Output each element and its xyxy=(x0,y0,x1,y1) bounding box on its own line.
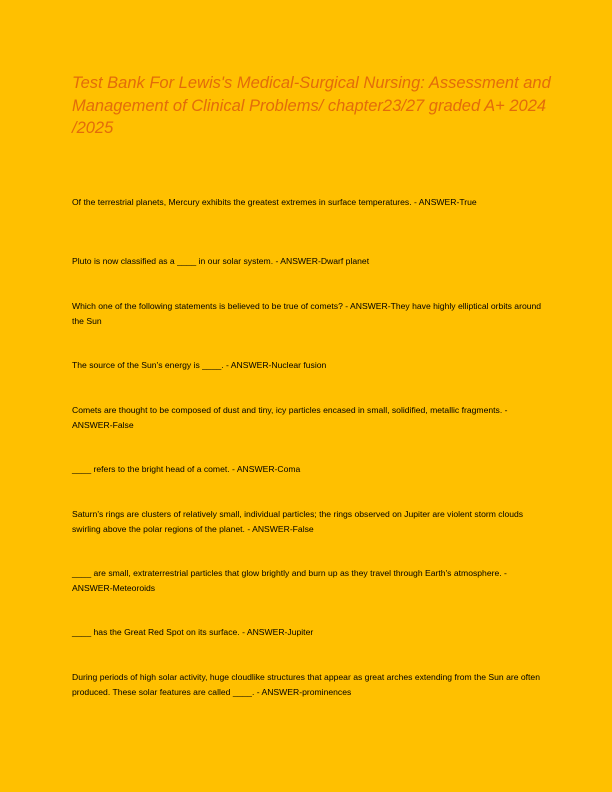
qa-text: Comets are thought to be composed of dust and tiny, icy particles encased in small, solidified, metallic fragments. - ANSWER-False xyxy=(72,405,508,430)
qa-item xyxy=(72,566,542,625)
document-title: Test Bank For Lewis's Medical-Surgical Nursing: Assessment and Management of Clinical Problems/ chapter23/27 graded A+ 2024 /2025 xyxy=(72,74,551,137)
qa-item xyxy=(72,670,542,699)
qa-item xyxy=(72,507,542,566)
qa-item xyxy=(72,403,542,462)
qa-item xyxy=(72,299,542,358)
qa-text: Saturn's rings are clusters of relatively small, individual particles; the rings observed on Jupiter are violent storm clouds swirling above the polar regions of the planet. - ANSWER-False xyxy=(72,509,524,534)
qa-text: Of the terrestrial planets, Mercury exhibits the greatest extremes in surface temperatures. - ANSWER-True xyxy=(72,197,477,207)
qa-text: ____ has the Great Red Spot on its surface. - ANSWER-Jupiter xyxy=(72,627,314,637)
question-answer-list xyxy=(72,195,542,699)
qa-text: During periods of high solar activity, huge cloudlike structures that appear as great arches extending from the Sun are often produced. These solar features are called ____. - ANSWER-prominences xyxy=(72,672,540,697)
qa-text: Which one of the following statements is believed to be true of comets? - ANSWER-They have highly elliptical orbits around the Sun xyxy=(72,301,542,326)
qa-item xyxy=(72,358,542,403)
qa-item xyxy=(72,195,542,254)
qa-item xyxy=(72,625,542,670)
qa-item xyxy=(72,254,542,299)
qa-item xyxy=(72,462,542,507)
qa-text: ____ refers to the bright head of a comet. - ANSWER-Coma xyxy=(72,464,301,474)
qa-text: Pluto is now classified as a ____ in our solar system. - ANSWER-Dwarf planet xyxy=(72,256,370,266)
qa-text: The source of the Sun's energy is ____. - ANSWER-Nuclear fusion xyxy=(72,360,327,370)
qa-text: ____ are small, extraterrestrial particles that glow brightly and burn up as they travel through Earth's atmosphere. - ANSWER-Meteoroids xyxy=(72,568,507,593)
